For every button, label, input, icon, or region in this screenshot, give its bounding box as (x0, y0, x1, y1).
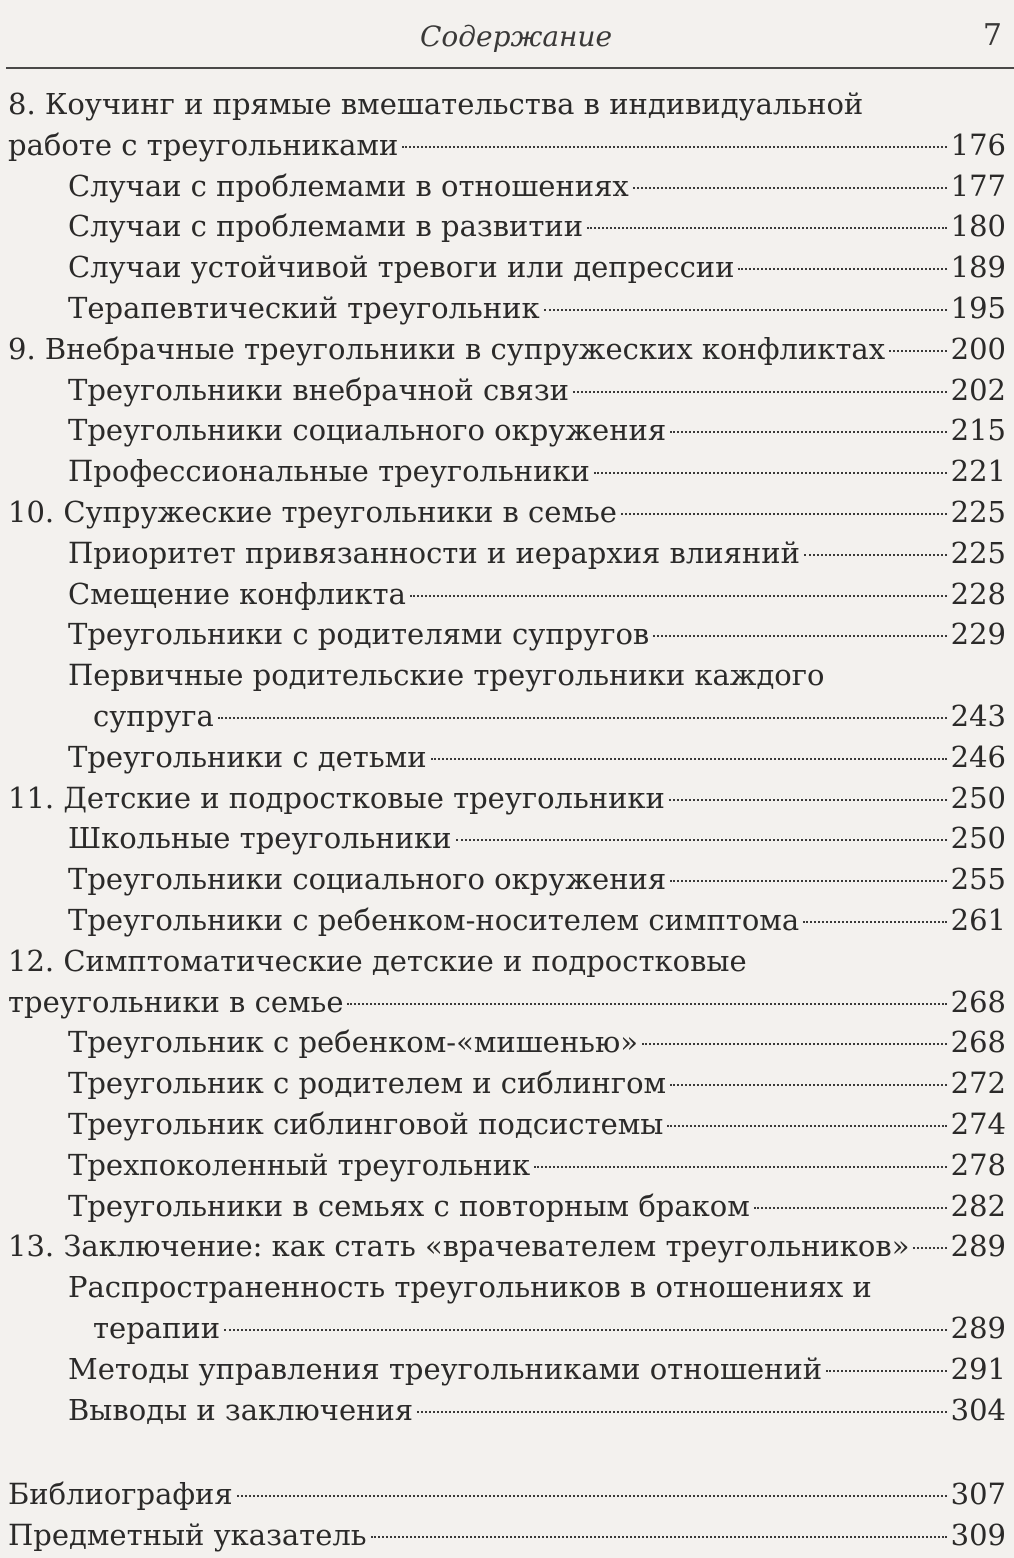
toc-entry-page: 268 (950, 1025, 1006, 1060)
toc-entry-page: 221 (950, 454, 1006, 489)
toc-entry-page: 268 (950, 984, 1006, 1019)
toc-entry-page: 289 (950, 1310, 1006, 1345)
toc-entry-page: 225 (950, 535, 1006, 570)
toc-entry-page: 246 (950, 739, 1006, 774)
toc-entry-page: 307 (950, 1477, 1006, 1512)
toc-entry-title: Выводы и заключения (68, 1392, 414, 1427)
toc-entry-page: 255 (950, 862, 1006, 897)
dot-leader (534, 1166, 946, 1168)
toc-entry-page: 309 (950, 1518, 1006, 1553)
toc-section-entry[interactable] (8, 859, 1006, 900)
toc-entry-page: 250 (950, 780, 1006, 815)
toc-entry-page: 243 (950, 698, 1006, 733)
toc-entry-title: Приоритет привязанности и иерархия влияний (68, 535, 800, 570)
section-gap (8, 1430, 1006, 1474)
dot-leader (889, 350, 947, 352)
running-header (0, 0, 1014, 68)
toc-entry-title: Треугольники социального окружения (68, 413, 667, 448)
toc-section-entry[interactable] (8, 410, 1006, 451)
toc-entry-page: 304 (950, 1392, 1006, 1427)
dot-leader (670, 1084, 947, 1086)
toc-entry-title: Треугольники с родителями супругов (68, 617, 650, 652)
toc-chapter-entry[interactable] (8, 492, 1006, 533)
toc-entry-title: Методы управления треугольниками отношений (68, 1351, 823, 1386)
toc-entry-title: Треугольник с родителем и сиблингом (68, 1066, 667, 1101)
dot-leader (218, 717, 947, 719)
dot-leader (754, 1207, 947, 1209)
table-of-contents (8, 84, 1006, 1556)
toc-section-entry[interactable] (8, 1186, 1006, 1227)
toc-section-entry[interactable] (8, 614, 1006, 655)
toc-section-entry[interactable] (8, 1390, 1006, 1431)
dot-leader (738, 268, 946, 270)
dot-leader (653, 635, 946, 637)
toc-section-entry[interactable] (8, 655, 1006, 696)
toc-entry-page: 261 (950, 902, 1006, 937)
toc-chapter-entry[interactable] (8, 1474, 1006, 1515)
toc-entry-title: Треугольники внебрачной связи (68, 372, 569, 407)
toc-entry-title: Школьные треугольники (68, 821, 452, 856)
toc-entry-title: Первичные родительские треугольники каждого (68, 658, 825, 693)
dot-leader (371, 1536, 947, 1538)
toc-section-entry[interactable] (8, 1349, 1006, 1390)
dot-leader (826, 1370, 947, 1372)
toc-entry-page: 274 (950, 1106, 1006, 1141)
toc-chapter-entry[interactable] (8, 1515, 1006, 1556)
dot-leader (417, 1411, 947, 1413)
dot-leader (431, 758, 947, 760)
toc-entry-title: Терапевтический треугольник (68, 290, 540, 325)
toc-section-entry[interactable] (8, 696, 1006, 737)
dot-leader (667, 1125, 946, 1127)
toc-entry-title: треугольники в семье (8, 984, 344, 1019)
toc-entry-title: 9. Внебрачные треугольники в супружеских конфликтах (8, 331, 886, 366)
toc-entry-page: 225 (950, 494, 1006, 529)
dot-leader (804, 554, 947, 556)
dot-leader (544, 309, 947, 311)
toc-chapter-entry[interactable] (8, 84, 1006, 125)
dot-leader (669, 799, 947, 801)
dot-leader (642, 1043, 947, 1045)
toc-section-entry[interactable] (8, 1104, 1006, 1145)
toc-chapter-entry[interactable] (8, 941, 1006, 982)
toc-section-entry[interactable] (8, 533, 1006, 574)
dot-leader (587, 227, 947, 229)
toc-entry-page: 278 (950, 1147, 1006, 1182)
toc-entry-page: 189 (950, 250, 1006, 285)
dot-leader (237, 1495, 947, 1497)
toc-entry-page: 291 (950, 1351, 1006, 1386)
toc-entry-title: супруга (93, 698, 214, 733)
toc-chapter-entry[interactable] (8, 1226, 1006, 1267)
dot-leader (410, 595, 947, 597)
dot-leader (621, 513, 947, 515)
running-header-title: Содержание (420, 20, 613, 53)
toc-entry-page: 215 (950, 413, 1006, 448)
toc-entry-title: Треугольник сиблинговой подсистемы (68, 1106, 664, 1141)
toc-section-entry[interactable] (8, 737, 1006, 778)
dot-leader (347, 1003, 946, 1005)
toc-entry-title: 8. Коучинг и прямые вмешательства в индивидуальной (8, 87, 864, 121)
toc-chapter-entry[interactable] (8, 778, 1006, 819)
dot-leader (670, 431, 946, 433)
toc-entry-title: Треугольники с детьми (68, 739, 427, 774)
toc-entry-page: 200 (950, 331, 1006, 366)
toc-section-entry[interactable] (8, 370, 1006, 411)
toc-entry-title: 12. Симптоматические детские и подростковые (8, 943, 747, 978)
toc-section-entry[interactable] (8, 1145, 1006, 1186)
toc-section-entry[interactable] (8, 288, 1006, 329)
toc-section-entry[interactable] (8, 166, 1006, 207)
toc-entry-page: 289 (950, 1229, 1006, 1264)
dot-leader (224, 1329, 947, 1331)
page-number: 7 (982, 18, 1002, 53)
toc-section-entry[interactable] (8, 451, 1006, 492)
toc-entry-page: 177 (950, 168, 1006, 203)
toc-section-entry[interactable] (8, 818, 1006, 859)
toc-entry-title: работе с треугольниками (8, 127, 399, 162)
toc-entry-title: терапии (93, 1310, 221, 1345)
toc-entry-title: Треугольники в семьях с повторным браком (68, 1188, 750, 1223)
toc-section-entry[interactable] (8, 1308, 1006, 1349)
toc-entry-page: 195 (950, 290, 1006, 325)
toc-entry-page: 202 (950, 372, 1006, 407)
toc-entry-title: Распространенность треугольников в отношениях и (68, 1270, 872, 1305)
toc-entry-page: 228 (950, 576, 1006, 611)
toc-chapter-entry[interactable] (8, 982, 1006, 1023)
dot-leader (670, 880, 946, 882)
toc-entry-page: 272 (950, 1066, 1006, 1101)
toc-entry-title: 11. Детские и подростковые треугольники (8, 780, 665, 815)
dot-leader (594, 472, 947, 474)
toc-section-entry[interactable] (8, 900, 1006, 941)
dot-leader (913, 1247, 946, 1249)
toc-chapter-entry[interactable] (8, 329, 1006, 370)
dot-leader (402, 146, 946, 148)
toc-entry-title: Профессиональные треугольники (68, 454, 590, 489)
toc-section-entry[interactable] (8, 574, 1006, 615)
toc-section-entry[interactable] (8, 1022, 1006, 1063)
toc-section-entry[interactable] (8, 1063, 1006, 1104)
toc-entry-page: 229 (950, 617, 1006, 652)
toc-entry-title: Случаи устойчивой тревоги или депрессии (68, 250, 735, 285)
toc-entry-title: Треугольники с ребенком-носителем симптома (68, 902, 800, 937)
toc-entry-title: Библиография (8, 1477, 233, 1512)
toc-entry-title: 13. Заключение: как стать «врачевателем треугольников» (8, 1229, 910, 1264)
dot-leader (803, 921, 947, 923)
toc-entry-title: Треугольник с ребенком-«мишенью» (68, 1025, 638, 1060)
dot-leader (573, 391, 947, 393)
dot-leader (633, 187, 947, 189)
toc-entry-title: Треугольники социального окружения (68, 862, 667, 897)
toc-entry-title: Случаи с проблемами в развитии (68, 209, 584, 244)
toc-entry-title: Смещение конфликта (68, 576, 406, 611)
toc-entry-title: 10. Супружеские треугольники в семье (8, 494, 617, 529)
dot-leader (456, 839, 947, 841)
toc-entry-title: Случаи с проблемами в отношениях (68, 168, 629, 203)
toc-entry-title: Предметный указатель (8, 1518, 367, 1553)
toc-entry-page: 282 (950, 1188, 1006, 1223)
toc-chapter-entry[interactable] (8, 125, 1006, 166)
toc-entry-page: 176 (950, 127, 1006, 162)
toc-section-entry[interactable] (8, 247, 1006, 288)
toc-entry-page: 180 (950, 209, 1006, 244)
toc-entry-title: Трехпоколенный треугольник (68, 1147, 531, 1182)
toc-section-entry[interactable] (8, 1267, 1006, 1308)
toc-section-entry[interactable] (8, 206, 1006, 247)
toc-entry-page: 250 (950, 821, 1006, 856)
header-rule (6, 67, 1014, 69)
